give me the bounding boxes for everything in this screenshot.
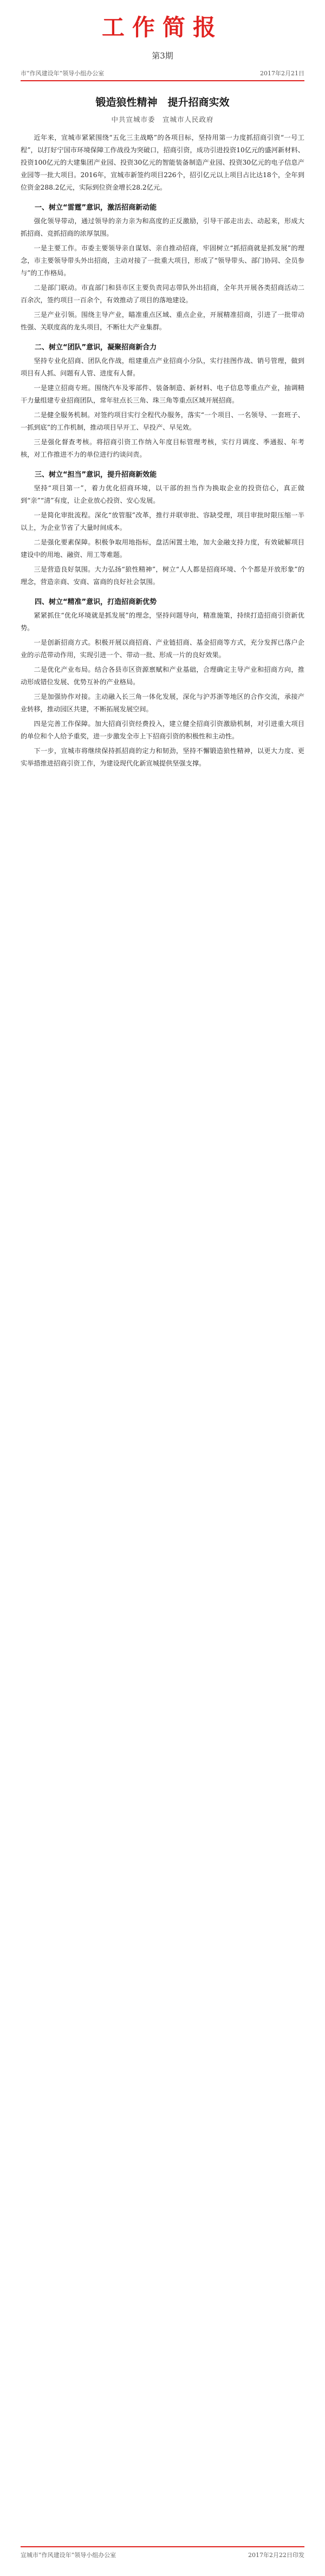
body-paragraph: 三是产业引领。围绕主导产业，瞄准重点区域、重点企业，开展精准招商，引进了一批带动性强、关联度高的龙头项目，不断壮大产业集群。 (21, 311, 304, 331)
footer-issuer: 宣城市“作风建设年”领导小组办公室 (21, 2552, 116, 2559)
article (21, 94, 304, 770)
footer (21, 2546, 304, 2560)
body-paragraph: 一是创新招商方式。积极开展以商招商、产业链招商、基金招商等方式，充分发挥已落户企业的示范带动作用，实现引进一个、带动一批、形成一片的良好效果。 (21, 639, 304, 659)
body-paragraph: 三是强化督查考核。将招商引资工作纳入年度目标管理考核，实行月调度、季通报、年考核，对工作推进不力的单位进行约谈问责。 (21, 438, 304, 458)
section-heading: 二、树立“团队”意识，凝聚招商新合力 (35, 343, 157, 352)
issue-number: 第3期 (152, 51, 173, 61)
article-headline: 锻造狼性精神 提升招商实效 (95, 96, 230, 108)
issue-date: 2017年2月21日 (260, 70, 304, 77)
issuer: 市“作风建设年”领导小组办公室 (21, 70, 105, 77)
section-heading: 三、树立“担当”意识，提升招商新效能 (35, 471, 157, 479)
body-paragraph: 二是部门联动。市直部门和县市区主要负责同志带队外出招商，全年共开展各类招商活动二百余次，签约项目一百余个，有效推动了项目的落地建设。 (21, 284, 304, 304)
header-divider (21, 80, 304, 81)
body-paragraph: 二是健全服务机制。对签约项目实行全程代办服务，落实“一个项目、一名领导、一套班子、一抓到底”的工作机制，推动项目早开工、早投产、早见效。 (21, 411, 304, 431)
section-heading: 一、树立“雷霆”意识，激活招商新动能 (35, 204, 157, 212)
section-heading: 四、树立“精准”意识，打造招商新优势 (35, 598, 157, 606)
article-byline: 中共宣城市委 宣城市人民政府 (111, 115, 214, 124)
body-paragraph: 一是主要工作。市委主要领导亲自谋划、亲自推动招商，牢固树立“抓招商就是抓发展”的理念，市主要领导带头外出招商，主动对接了一批重大项目，形成了“领导带头、部门协同、全员参与”的工作格局。 (21, 244, 304, 277)
body-paragraph: 三是加强协作对接。主动融入长三角一体化发展，深化与沪苏浙等地区的合作交流，承接产业转移，推动园区共建，不断拓展发展空间。 (21, 693, 304, 713)
body-paragraph: 强化领导带动，通过领导的亲力亲为和高度的正反激励，引导干部走出去、动起来，形成大抓招商、竞抓招商的浓厚氛围。 (21, 217, 304, 237)
body-paragraph: 四是完善工作保障。加大招商引资经费投入，建立健全招商引资激励机制，对引进重大项目的单位和个人给予重奖，进一步激发全市上下招商引资的积极性和主动性。 (21, 720, 304, 740)
body-paragraph: 坚持专业化招商、团队化作战，组建重点产业招商小分队，实行挂图作战、销号管理，做到项目有人抓、问题有人管、进度有人督。 (21, 357, 304, 377)
meta-line (21, 69, 304, 79)
body-paragraph: 紧紧抓住“优化环境就是抓发展”的理念，坚持问题导向，精准施策，持续打造招商引资新优势。 (21, 612, 304, 632)
body-paragraph: 二是强化要素保障。积极争取用地指标，盘活闲置土地，加大金融支持力度，有效破解项目建设中的用地、融资、用工等难题。 (21, 538, 304, 559)
body-paragraph: 一是建立招商专班。围绕汽车及零部件、装备制造、新材料、电子信息等重点产业，抽调精干力量组建专业招商团队，常年驻点长三角、珠三角等重点区域开展招商。 (21, 384, 304, 404)
body-paragraph: 下一步，宣城市将继续保持抓招商的定力和韧劲，坚持不懈锻造狼性精神，以更大力度、更实举措推进招商引资工作，为建设现代化新宣城提供坚强支撑。 (21, 747, 304, 767)
footer-print-date: 2017年2月22日印发 (248, 2552, 304, 2559)
body-paragraph: 坚持“项目第一”，着力优化招商环境，以干部的担当作为换取企业的投资信心，真正做到“亲”“清”有度，让企业放心投资、安心发展。 (21, 484, 304, 504)
bulletin-title: 工作简报 (101, 14, 223, 41)
body-paragraph: 一是简化审批流程。深化“放管服”改革，推行并联审批、容缺受理，项目审批时限压缩一半以上，为企业节省了大量时间成本。 (21, 511, 304, 531)
footer-divider (21, 2546, 304, 2547)
body-paragraph: 二是优化产业布局。结合各县市区资源禀赋和产业基础，合理确定主导产业和招商方向，推动形成错位发展、优势互补的产业格局。 (21, 666, 304, 686)
body-paragraph: 三是营造良好氛围。大力弘扬“狼性精神”，树立“人人都是招商环境、个个都是开放形象”的理念，营造亲商、安商、富商的良好社会氛围。 (21, 566, 304, 586)
masthead (0, 0, 325, 61)
intro-paragraph: 近年来，宣城市紧紧围绕“五化三主战略”的各项目标，坚持用第一力度抓招商引资“一号工程”，以打好宁国市环境保障工作战役为突破口，招商引资，成功引进投资10亿元的盛河新材料、投资100亿元的大建集团产业园、投资30亿元的智能装备制造产业园、投资30亿元的电子信息产业园等一批大项目。2016年，宣城市新签约项目226个，招引亿元以上项目占比达18个，全年到位资金288.2亿元，实际到位资金增长28.2亿元。 (21, 134, 304, 191)
